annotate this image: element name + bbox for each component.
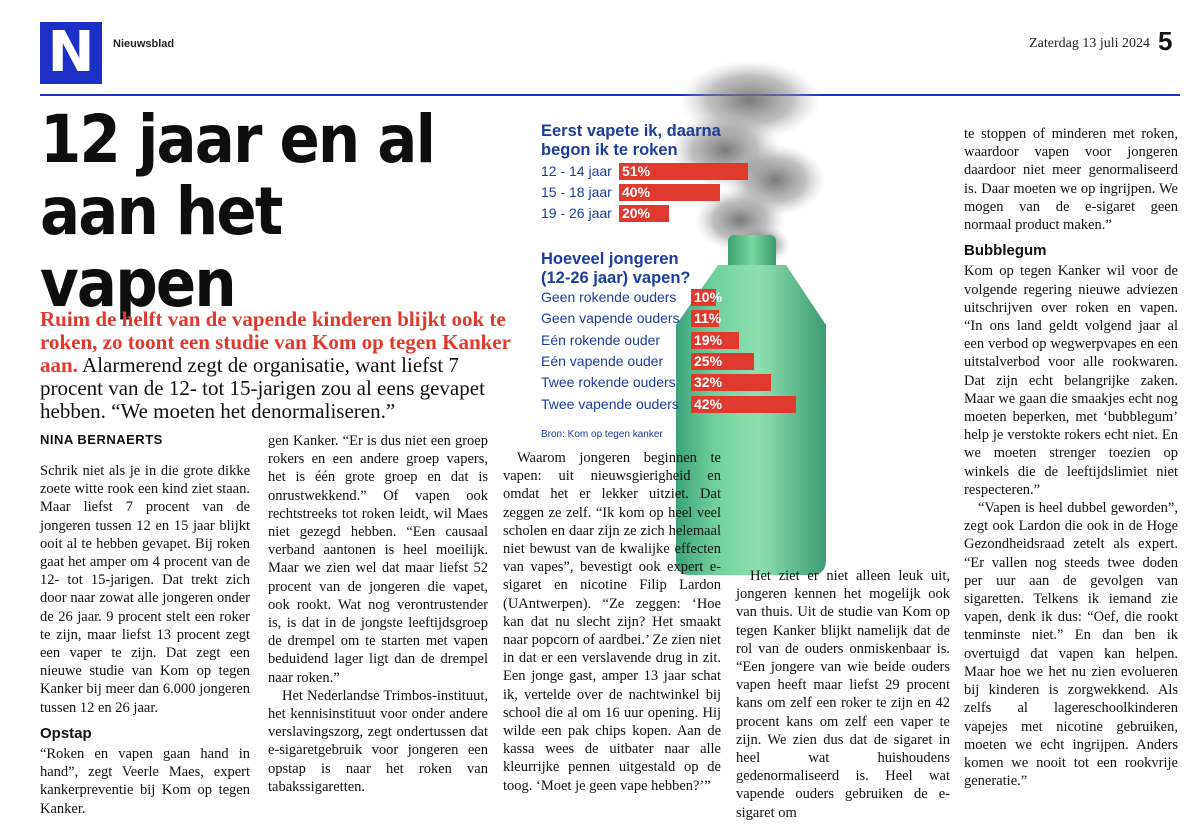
bar (691, 374, 771, 391)
paragraph: “Roken en vapen gaan hand in hand”, zegt Veerle Maes, expert kankerpreventie bij Kom op tegen Kanker. (40, 746, 250, 817)
paragraph: Het ziet er niet alleen leuk uit, jongeren kennen het mogelijk ook van thuis. Uit de studie van Kom op tegen Kanker blijkt namelijk dat de rol van de ouders onmiskenbaar is. “Een jongere van wie beide ouders vapen heeft maar liefst 29 procent kans om zelf een roker te zijn en 42 procent kans om zelf een vaper te zijn. We zien dus dat de sigaret in heel wat huishoudens gedenormaliseerd is. Heel wat vapende ouders gebruiken de e-sigaret om (736, 568, 950, 821)
paragraph: Kom op tegen Kanker wil voor de volgende regering nieuwe adviezen uitschrijven over roken en vapen. “In ons land geldt volgend jaar al een verbod op wegwerpvapes en een uitstalverbod voor alle rookwaren. Dat zijn echt belangrijke zaken. Maar we gaan die smaakjes echt nog moeten beperken, met ‘bubblegum’ help je verstokte rokers echt niet. En we moeten strenger toezien op winkels die de leeftijdslimiet niet respecteren.” (964, 263, 1178, 498)
chart-1-bars (541, 163, 791, 225)
article-lede (40, 308, 512, 423)
bar-row (541, 374, 821, 391)
bar-value-label: 51% (622, 163, 651, 179)
page-number: 5 (1158, 26, 1173, 56)
headline-line-1: 12 jaar en al (40, 101, 435, 178)
bar (691, 332, 739, 349)
subheading-bubblegum: Bubblegum (964, 242, 1047, 260)
bar-value-label: 19% (694, 331, 723, 348)
bar-value-label: 42% (694, 395, 723, 412)
publication-name: Nieuwsblad (113, 38, 175, 50)
article-column-1 (40, 462, 250, 818)
bar-category-label: 19 - 26 jaar (541, 205, 612, 221)
bar-row (541, 353, 821, 370)
newspaper-logo: N (40, 22, 102, 84)
bar-category-label: Eén rokende ouder (541, 331, 661, 348)
bar (691, 289, 723, 306)
bar (619, 184, 720, 201)
chart-2-bars (541, 289, 821, 419)
bar-row (541, 396, 821, 413)
bar-category-label: Geen vapende ouders (541, 310, 680, 327)
bar-row (541, 289, 821, 306)
bar-row (541, 310, 821, 327)
bar (619, 163, 748, 180)
bar-value-label: 20% (622, 205, 651, 221)
bar (691, 353, 754, 370)
paragraph: Schrik niet als je in die grote dikke zoete witte rook een kind ziet staan. Maar liefst 7 procent van de jongeren tussen 12 en 15 jaar blijkt ooit al te hebben gevapet. Bij roken gaat het amper om 4 procent van de 12- tot 15-jarigen. Dat trekt zich door naar zowat alle jongeren onder de 26 jaar. 9 procent stelt een roker te zijn, maar liefst 13 procent zegt een vaper te zijn. Dat zegt een nieuwe studie van Kom op tegen Kanker bij meer dan 6.000 jongeren tussen 12 en 26 jaar. (40, 463, 250, 716)
bar (691, 396, 796, 413)
bar-category-label: Twee vapende ouders (541, 395, 679, 412)
bar (691, 310, 722, 327)
lede-highlight: Ruim de helft van de vapende kinderen blijkt ook te roken, zo toont een studie van Kom op tegen Kanker aan. (40, 307, 511, 377)
article-headline (40, 101, 472, 322)
bar-category-label: Eén vapende ouder (541, 352, 664, 369)
bar-category-label: 15 - 18 jaar (541, 184, 612, 200)
bar-value-label: 10% (694, 289, 723, 305)
bar-row (541, 205, 791, 222)
article-column-4 (736, 567, 950, 822)
chart-2-title: Hoeveel jongeren (12-26 jaar) vapen? (541, 250, 691, 287)
paragraph: Waarom jongeren beginnen te vapen: uit nieuwsgierigheid en omdat het er lekker uitziet. Dat zeggen ze zelf. “Ik kom op heel veel scholen en daar zijn ze zich helemaal niet bewust van de kwalijke effecten van vapes”, bevestigt ook expert e-sigaret en nicotine Filip Lardon (UAntwerpen). “Ze zeggen: ‘Hoe kan dat nu slecht zijn? Het smaakt naar popcorn of aardbei.’ Ze zien niet in dat er een verslavende drug in zit. Een jonge gast, amper 13 jaar schat ik, vertelde over de nachtwinkel bij school die al om 16 uur opening. Hij wilde een pak chips kopen. Aan de kassa wees de uitbater naar alle kleurrijke pennen uitgestald op de toog. ‘Moet je geen vape hebben?’” (503, 450, 721, 794)
bar (619, 205, 669, 222)
paragraph: te stoppen of minderen met roken, waardoor vapen voor jongeren daardoor niet meer genormaliseerd is. Daar moeten we op ingrijpen. We mogen van de e-sigaret geen normaal product maken.” (964, 126, 1178, 234)
bar-value-label: 40% (622, 184, 651, 200)
bar-row (541, 184, 791, 201)
bar-row (541, 163, 791, 180)
chart-1-title: Eerst vapete ik, daarna begon ik te roken (541, 122, 721, 159)
subheading-opstap: Opstap (40, 724, 92, 742)
bar-row (541, 332, 821, 349)
issue-date: Zaterdag 13 juli 2024 (1029, 36, 1150, 51)
chart-source: Bron: Kom op tegen kanker (541, 429, 663, 440)
article-column-3 (503, 449, 721, 795)
bar-value-label: 25% (694, 352, 723, 369)
article-column-2 (268, 432, 488, 796)
paragraph: “Vapen is heel dubbel geworden”, zegt ook Lardon die ook in de Hoge Gezondheidsraad zetelt als expert. “Er vallen nog steeds twee doden per uur aan de gevolgen van sigaretten. Telkens ik iemand zie vapen, denk ik dus: “Oef, die rookt tenminste niet.” En dan ben ik overtuigd dat vapen kan helpen. Maar hoe we het nu zien evolueren bij kinderen is zorgwekkend. Als zelfs al lagereschoolkinderen vapejes met nicotine gebruiken, moeten we echt ingrijpen. Anders komen we nooit tot een rookvrije generatie.” (964, 500, 1178, 790)
bar-value-label: 11% (694, 310, 722, 327)
bar-category-label: 12 - 14 jaar (541, 163, 612, 179)
bar-category-label: Geen rokende ouders (541, 289, 677, 305)
paragraph: Het Nederlandse Trimbos-instituut, het kennisinstituut voor onder andere verslavingszorg, zegt ondertussen dat e-sigaretgebruik voor jongeren een opstap is naar het roken van tabakssigaretten. (268, 687, 488, 795)
lede-text: Alarmerend zegt de organisatie, want liefst 7 procent van de 12- tot 15-jarigen zou al eens gevapet hebben. “We moeten het denormaliseren.” (40, 353, 485, 423)
bar-category-label: Twee rokende ouders (541, 374, 676, 391)
paragraph: gen Kanker. “Er is dus niet een groep rokers en een andere groep vapers, het is één grote groep en dat is onrustwekkend.” Of vapen ook rechtstreeks tot roken leidt, wil Maes niet gezegd hebben. “Een causaal verband aantonen is heel moeilijk. Maar we zien wel dat maar liefst 52 procent van de jongeren die vapet, ook rookt. Wat nog verontrustender is, is dat in de jongste leeftijdsgroep de drempel om te starten met vapen beduidend lager ligt dan de drempel naar roken.” (268, 433, 488, 686)
bar-value-label: 32% (694, 374, 723, 391)
headline-line-2: aan het vapen (40, 173, 282, 322)
article-column-5 (964, 125, 1178, 790)
byline: NINA BERNAERTS (40, 432, 163, 447)
